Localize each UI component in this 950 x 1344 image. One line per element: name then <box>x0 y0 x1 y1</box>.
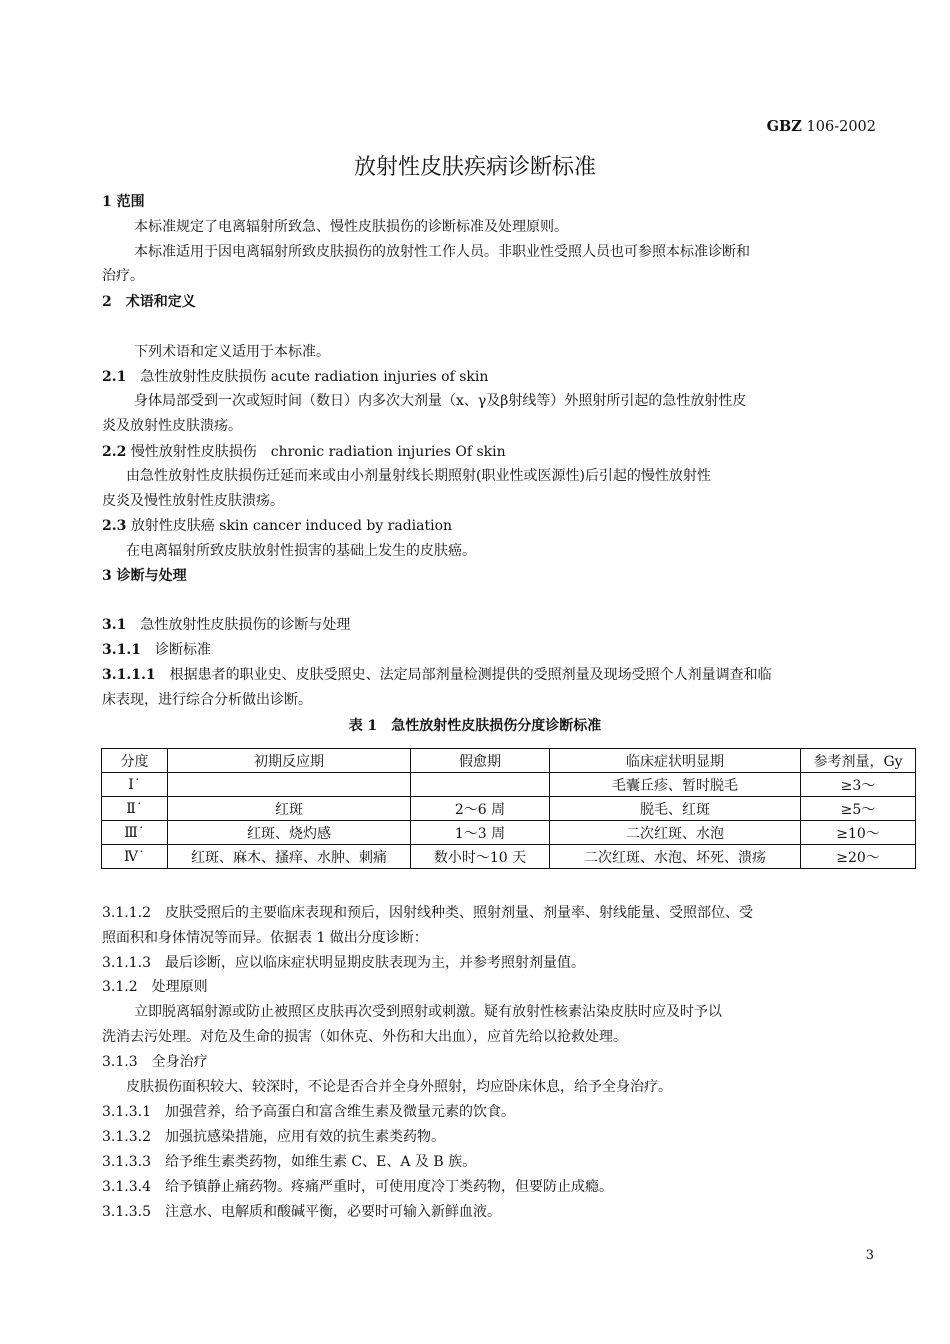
header-cell: 初期反应期 <box>168 749 411 773</box>
clause-3-1-1-2-a: 3.1.1.2 皮肤受照后的主要临床表现和预后，因射线种类、照射剂量、剂量率、射线能量、受照部位、受 <box>102 905 753 921</box>
table-cell: 红斑、麻木、搔痒、水肿、刺痛 <box>168 845 411 869</box>
clause-3-1-1-1-b: 床表现，进行综合分析做出诊断。 <box>102 692 312 708</box>
clause-3-1-3-2: 3.1.3.2 加强抗感染措施，应用有效的抗生素类药物。 <box>102 1129 445 1145</box>
table-cell: Ⅰ˙ <box>102 773 168 797</box>
term-2-2-heading: 2.2 慢性放射性皮肤损伤 chronic radiation injuries Of skin <box>102 444 506 460</box>
term-2-1-heading: 2.1 急性放射性皮肤损伤 acute radiation injuries of skin <box>102 369 489 385</box>
table-cell: 毛囊丘疹、暂时脱毛 <box>550 773 801 797</box>
table-cell: ≥3～ <box>801 773 916 797</box>
section-3-heading: 3 诊断与处理 <box>102 568 187 584</box>
section-3-1-3-heading: 3.1.3 全身治疗 <box>102 1054 208 1070</box>
table-cell: 1～3 周 <box>411 821 550 845</box>
section-3-1-2-heading: 3.1.2 处理原则 <box>102 979 208 995</box>
header-cell: 参考剂量，Gy <box>801 749 916 773</box>
page-number: 3 <box>865 1248 874 1263</box>
term-2-3-heading: 2.3 放射性皮肤癌 skin cancer induced by radiation <box>102 518 453 534</box>
clause-3-1-3-5: 3.1.3.5 注意水、电解质和酸碱平衡，必要时可输入新鲜血液。 <box>102 1204 501 1220</box>
section-3-1-2-para-a: 立即脱离辐射源或防止被照区皮肤再次受到照射或刺激。疑有放射性核素沾染皮肤时应及时予以 <box>134 1004 722 1020</box>
section-2-heading: 2 术语和定义 <box>102 294 196 310</box>
table-cell: ≥10～ <box>801 821 916 845</box>
clause-3-1-3-4: 3.1.3.4 给予镇静止痛药物。疼痛严重时，可使用度冷丁类药物，但要防止成瘾。 <box>102 1179 613 1195</box>
table-cell <box>411 773 550 797</box>
clause-3-1-1-2-b: 照面积和身体情况等而异。依据表 1 做出分度诊断： <box>102 930 428 946</box>
clause-3-1-3-1: 3.1.3.1 加强营养，给予高蛋白和富含维生素及微量元素的饮食。 <box>102 1104 515 1120</box>
table-row <box>102 845 916 869</box>
table-cell: 二次红斑、水泡、坏死、溃疡 <box>550 845 801 869</box>
table-cell: 2～6 周 <box>411 797 550 821</box>
section-3-1-heading: 3.1 急性放射性皮肤损伤的诊断与处理 <box>102 617 351 633</box>
header-cell: 分度 <box>102 749 168 773</box>
table-header-row <box>102 749 916 773</box>
term-2-1-def-a: 身体局部受到一次或短时间（数日）内多次大剂量（x、γ及β射线等）外照射所引起的急性放射性皮 <box>134 393 747 409</box>
term-2-1-def-b: 炎及放射性皮肤溃疡。 <box>102 418 242 434</box>
document-title: 放射性皮肤疾病诊断标准 <box>353 155 596 180</box>
term-2-2-def-b: 皮炎及慢性放射性皮肤溃疡。 <box>102 493 284 509</box>
table-cell: Ⅲ˙ <box>102 821 168 845</box>
table-cell: Ⅳ˙ <box>102 845 168 869</box>
clause-3-1-1-3: 3.1.1.3 最后诊断，应以临床症状明显期皮肤表现为主，并参考照射剂量值。 <box>102 955 585 971</box>
table-cell: 数小时～10 天 <box>411 845 550 869</box>
table-cell: 脱毛、红斑 <box>550 797 801 821</box>
section-2-para-1: 下列术语和定义适用于本标准。 <box>134 344 330 360</box>
section-3-1-1-heading: 3.1.1 诊断标准 <box>102 642 211 658</box>
section-1-para-2a: 本标准适用于因电离辐射所致皮肤损伤的放射性工作人员。非职业性受照人员也可参照本标准诊断和 <box>134 244 750 260</box>
section-3-1-3-para: 皮肤损伤面积较大、较深时，不论是否合并全身外照射，均应卧床休息，给予全身治疗。 <box>126 1079 672 1095</box>
table-row <box>102 821 916 845</box>
table-cell: Ⅱ˙ <box>102 797 168 821</box>
table-cell <box>168 773 411 797</box>
table-cell: ≥5～ <box>801 797 916 821</box>
table-row <box>102 773 916 797</box>
table-row <box>102 797 916 821</box>
term-2-3-def: 在电离辐射所致皮肤放射性损害的基础上发生的皮肤癌。 <box>126 543 476 559</box>
table-cell: 红斑、烧灼感 <box>168 821 411 845</box>
section-1-heading: 1 范围 <box>102 194 145 210</box>
table-cell: 红斑 <box>168 797 411 821</box>
table-caption: 表 1 急性放射性皮肤损伤分度诊断标准 <box>348 718 602 734</box>
clause-3-1-1-1-a: 3.1.1.1 根据患者的职业史、皮肤受照史、法定局部剂量检测提供的受照剂量及现场受照个人剂量调查和临 <box>102 667 772 683</box>
section-3-1-2-para-b: 洗消去污处理。对危及生命的损害（如休克、外伤和大出血），应首先给以抢救处理。 <box>102 1029 627 1045</box>
grading-table <box>101 748 916 869</box>
table-cell: ≥20～ <box>801 845 916 869</box>
header-cell: 假愈期 <box>411 749 550 773</box>
table-cell: 二次红斑、水泡 <box>550 821 801 845</box>
section-1-para-2b: 治疗。 <box>102 268 144 284</box>
clause-3-1-3-3: 3.1.3.3 给予维生素类药物，如维生素 C、E、A 及 B 族。 <box>102 1154 477 1170</box>
header-cell: 临床症状明显期 <box>550 749 801 773</box>
standard-code: GBZ 106-2002 <box>766 118 876 135</box>
section-1-para-1: 本标准规定了电离辐射所致急、慢性皮肤损伤的诊断标准及处理原则。 <box>134 219 568 235</box>
term-2-2-def-a: 由急性放射性皮肤损伤迁延而来或由小剂量射线长期照射(职业性或医源性)后引起的慢性放射性 <box>126 468 711 484</box>
